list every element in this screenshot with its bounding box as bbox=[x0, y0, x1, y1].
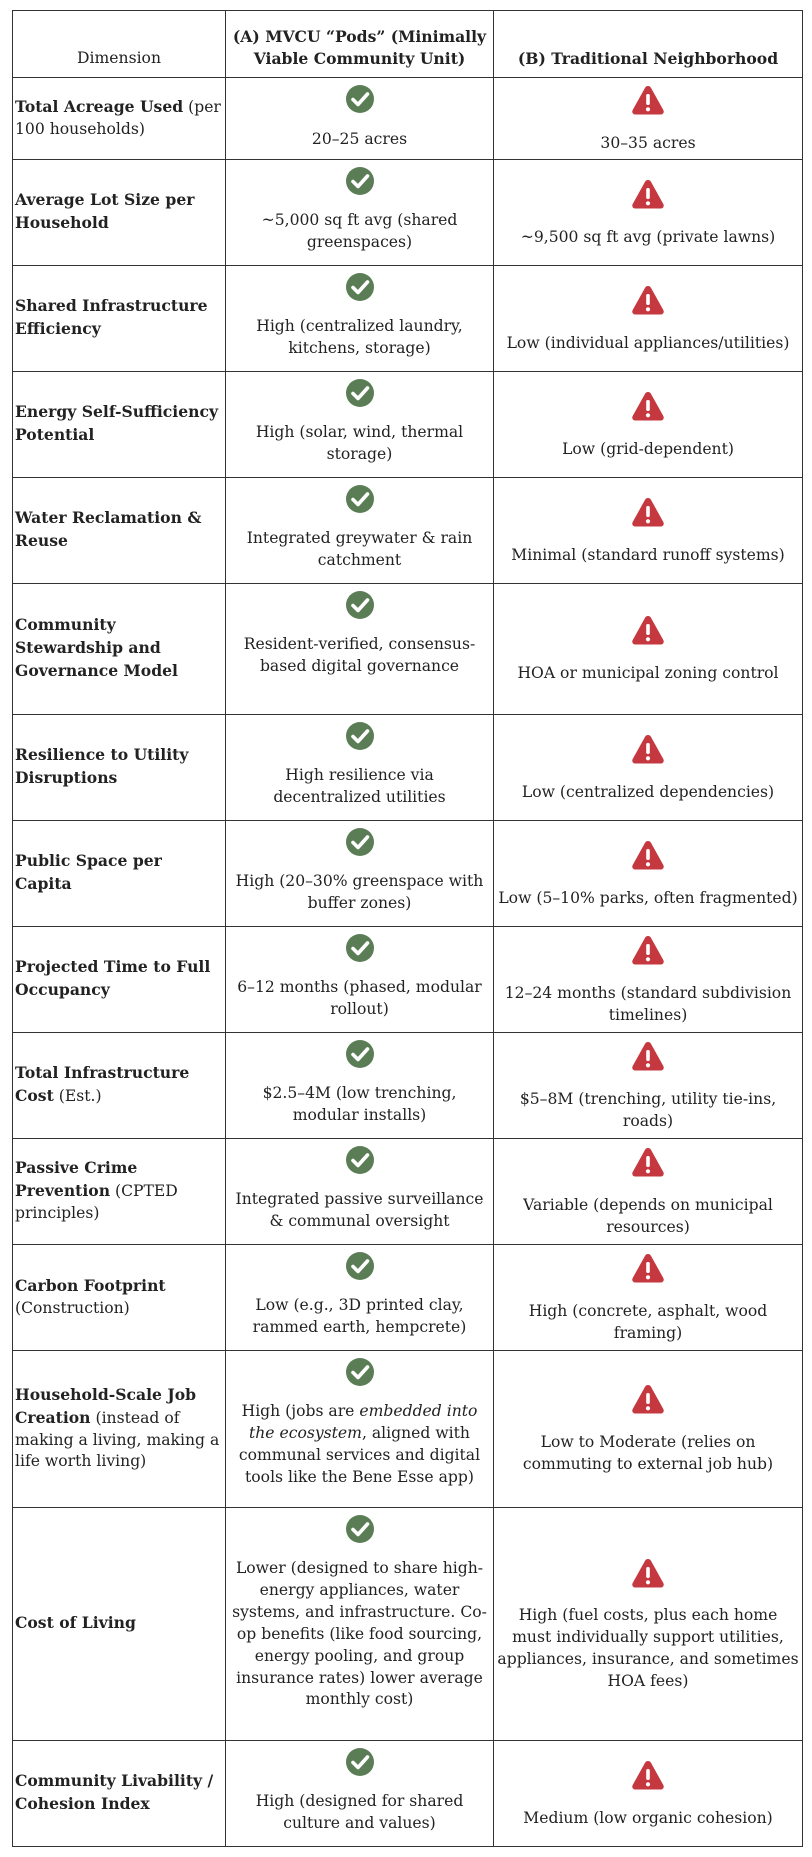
check-circle-icon bbox=[229, 272, 490, 309]
check-circle-icon bbox=[229, 1039, 490, 1076]
option-a-text: Integrated greywater & rain catchment bbox=[246, 529, 473, 570]
dimension-cell bbox=[13, 1244, 226, 1350]
check-circle-icon bbox=[229, 1747, 490, 1784]
header-row bbox=[13, 11, 803, 78]
dimension-note: (instead of making a living, making a life worth living) bbox=[15, 1408, 220, 1471]
dimension-title: Passive Crime Prevention bbox=[15, 1158, 138, 1201]
option-b-text: Low (5–10% parks, often fragmented) bbox=[498, 888, 798, 907]
option-b-cell bbox=[494, 477, 803, 583]
warning-triangle-icon bbox=[497, 733, 799, 772]
check-circle-icon bbox=[229, 827, 490, 864]
option-b-text: $5–8M (trenching, utility tie-ins, roads) bbox=[519, 1089, 777, 1130]
warning-triangle-icon bbox=[497, 1252, 799, 1291]
option-b-text: 30–35 acres bbox=[600, 133, 696, 152]
warning-triangle-icon bbox=[497, 934, 799, 973]
dimension-note: (Construction) bbox=[15, 1298, 130, 1317]
option-a-cell bbox=[226, 1740, 494, 1846]
dimension-title: Community Stewardship and Governance Model bbox=[15, 615, 178, 681]
option-a-cell bbox=[226, 1138, 494, 1244]
option-b-text: High (fuel costs, plus each home must individually support utilities, appliances, insurance, and sometimes HOA fees) bbox=[497, 1606, 799, 1690]
warning-triangle-icon bbox=[497, 496, 799, 535]
option-a-cell bbox=[226, 1032, 494, 1138]
dimension-title: Public Space per Capita bbox=[15, 851, 162, 894]
dimension-title: Average Lot Size per Household bbox=[15, 190, 195, 233]
dimension-note: (CPTED principles) bbox=[15, 1182, 178, 1223]
option-b-cell bbox=[494, 820, 803, 926]
option-b-cell bbox=[494, 265, 803, 371]
option-b-text: High (concrete, asphalt, wood framing) bbox=[528, 1301, 768, 1342]
option-b-cell bbox=[494, 926, 803, 1032]
option-a-cell bbox=[226, 477, 494, 583]
header-col-b: (B) Traditional Neighborhood bbox=[494, 11, 803, 78]
option-b-cell bbox=[494, 1138, 803, 1244]
table-row bbox=[13, 159, 803, 265]
option-a-text: ~5,000 sq ft avg (shared greenspaces) bbox=[261, 211, 458, 252]
warning-triangle-icon bbox=[497, 1040, 799, 1079]
table-row bbox=[13, 1740, 803, 1846]
table-row bbox=[13, 820, 803, 926]
check-circle-icon bbox=[229, 484, 490, 521]
check-circle-icon bbox=[229, 590, 490, 627]
dimension-cell bbox=[13, 1507, 226, 1740]
option-a-cell bbox=[226, 714, 494, 820]
dimension-cell bbox=[13, 1350, 226, 1507]
option-b-text: Low to Moderate (relies on commuting to external job hub) bbox=[522, 1433, 774, 1474]
option-b-cell bbox=[494, 1350, 803, 1507]
dimension-cell bbox=[13, 820, 226, 926]
dimension-title: Carbon Footprint bbox=[15, 1275, 166, 1295]
warning-triangle-icon bbox=[497, 84, 799, 123]
table-row bbox=[13, 583, 803, 714]
option-a-text-start: High (jobs are bbox=[241, 1402, 360, 1421]
check-circle-icon bbox=[229, 1145, 490, 1182]
dimension-cell bbox=[13, 159, 226, 265]
dimension-title: Household-Scale Job Creation bbox=[15, 1385, 197, 1427]
option-b-cell bbox=[494, 159, 803, 265]
table-row bbox=[13, 926, 803, 1032]
table-body bbox=[13, 78, 803, 1847]
table-row bbox=[13, 371, 803, 477]
check-circle-icon bbox=[229, 933, 490, 970]
dimension-cell bbox=[13, 265, 226, 371]
option-b-text: Low (grid-dependent) bbox=[562, 439, 734, 458]
dimension-title: Shared Infrastructure Efficiency bbox=[15, 296, 208, 339]
check-circle-icon bbox=[229, 378, 490, 415]
header-col-a: (A) MVCU “Pods” (Minimally Viable Community Unit) bbox=[226, 11, 494, 78]
option-b-text: 12–24 months (standard subdivision timelines) bbox=[504, 983, 792, 1024]
option-a-text: High (20–30% greenspace with buffer zones) bbox=[235, 872, 484, 913]
option-a-text: Low (e.g., 3D printed clay, rammed earth, hempcrete) bbox=[252, 1296, 467, 1337]
dimension-cell bbox=[13, 583, 226, 714]
table-row bbox=[13, 265, 803, 371]
warning-triangle-icon bbox=[497, 1557, 799, 1596]
option-a-cell bbox=[226, 926, 494, 1032]
option-a-text: 6–12 months (phased, modular rollout) bbox=[237, 978, 482, 1019]
dimension-title: Resilience to Utility Disruptions bbox=[15, 745, 189, 788]
option-a-text: High (solar, wind, thermal storage) bbox=[255, 423, 464, 464]
dimension-cell bbox=[13, 78, 226, 160]
option-b-text: Low (individual appliances/utilities) bbox=[506, 333, 790, 352]
option-a-cell bbox=[226, 583, 494, 714]
option-b-cell bbox=[494, 583, 803, 714]
option-a-cell bbox=[226, 371, 494, 477]
dimension-cell bbox=[13, 1138, 226, 1244]
dimension-cell bbox=[13, 477, 226, 583]
option-a-cell bbox=[226, 1350, 494, 1507]
option-a-text: Lower (designed to share high-energy appliances, water systems, and infrastructure. Co-op benefits (like food sourcing, energy pooling, and group insurance rates) lower average monthly cost) bbox=[232, 1559, 487, 1709]
warning-triangle-icon bbox=[497, 1383, 799, 1422]
option-b-text: Low (centralized dependencies) bbox=[521, 782, 775, 801]
dimension-note: (per 100 households) bbox=[15, 98, 221, 138]
option-a-text: 20–25 acres bbox=[311, 129, 408, 148]
option-b-cell bbox=[494, 1740, 803, 1846]
check-circle-icon bbox=[229, 166, 490, 203]
option-a-text: Resident-verified, consensus-based digital governance bbox=[243, 635, 476, 676]
option-b-cell bbox=[494, 1507, 803, 1740]
option-a-text: Integrated passive surveillance & communal oversight bbox=[235, 1190, 484, 1231]
warning-triangle-icon bbox=[497, 614, 799, 653]
option-a-text: High (centralized laundry, kitchens, storage) bbox=[256, 317, 463, 358]
table-row bbox=[13, 1507, 803, 1740]
dimension-title: Community Livability / Cohesion Index bbox=[15, 1771, 214, 1814]
dimension-cell bbox=[13, 371, 226, 477]
option-a-cell bbox=[226, 1507, 494, 1740]
dimension-title: Total Infrastructure Cost bbox=[15, 1063, 190, 1106]
comparison-table bbox=[12, 10, 803, 1847]
dimension-cell bbox=[13, 1032, 226, 1138]
option-a-text: High (designed for shared culture and values) bbox=[255, 1792, 464, 1833]
option-a-cell bbox=[226, 820, 494, 926]
option-a-text bbox=[229, 1401, 490, 1488]
dimension-title: Projected Time to Full Occupancy bbox=[15, 957, 211, 1000]
option-b-cell bbox=[494, 1244, 803, 1350]
table-row bbox=[13, 714, 803, 820]
option-b-text: Variable (depends on municipal resources) bbox=[523, 1195, 773, 1236]
table-row bbox=[13, 1032, 803, 1138]
warning-triangle-icon bbox=[497, 284, 799, 323]
option-b-text: HOA or municipal zoning control bbox=[517, 664, 779, 683]
option-b-text: Minimal (standard runoff systems) bbox=[511, 545, 785, 564]
option-b-cell bbox=[494, 714, 803, 820]
option-a-cell bbox=[226, 265, 494, 371]
warning-triangle-icon bbox=[497, 1759, 799, 1798]
warning-triangle-icon bbox=[497, 1146, 799, 1185]
header-dimension: Dimension bbox=[13, 11, 226, 78]
option-a-cell bbox=[226, 159, 494, 265]
check-circle-icon bbox=[229, 84, 490, 121]
option-a-text: $2.5–4M (low trenching, modular installs) bbox=[262, 1084, 457, 1125]
table-row bbox=[13, 1138, 803, 1244]
option-a-text-emphasis: embedded into the ecosystem bbox=[249, 1402, 478, 1443]
table-row bbox=[13, 78, 803, 160]
option-a-text-end: , aligned with communal services and digital tools like the Bene Esse app) bbox=[238, 1424, 481, 1486]
table-row bbox=[13, 477, 803, 583]
option-b-text: ~9,500 sq ft avg (private lawns) bbox=[520, 227, 776, 246]
dimension-title: Total Acreage Used bbox=[15, 97, 184, 116]
dimension-cell bbox=[13, 714, 226, 820]
table-row bbox=[13, 1244, 803, 1350]
check-circle-icon bbox=[229, 1514, 490, 1551]
check-circle-icon bbox=[229, 721, 490, 758]
warning-triangle-icon bbox=[497, 839, 799, 878]
dimension-title: Water Reclamation & Reuse bbox=[15, 508, 202, 551]
dimension-cell bbox=[13, 1740, 226, 1846]
option-a-cell bbox=[226, 78, 494, 160]
option-b-text: Medium (low organic cohesion) bbox=[523, 1808, 773, 1827]
dimension-title: Energy Self-Sufficiency Potential bbox=[15, 402, 219, 445]
dimension-note: (Est.) bbox=[53, 1087, 102, 1106]
option-b-cell bbox=[494, 78, 803, 160]
option-b-cell bbox=[494, 1032, 803, 1138]
dimension-title: Cost of Living bbox=[15, 1613, 136, 1633]
dimension-cell bbox=[13, 926, 226, 1032]
check-circle-icon bbox=[229, 1357, 490, 1394]
option-a-text: High resilience via decentralized utilities bbox=[273, 766, 446, 807]
option-a-cell bbox=[226, 1244, 494, 1350]
option-b-cell bbox=[494, 371, 803, 477]
table-row bbox=[13, 1350, 803, 1507]
warning-triangle-icon bbox=[497, 390, 799, 429]
check-circle-icon bbox=[229, 1251, 490, 1288]
warning-triangle-icon bbox=[497, 178, 799, 217]
